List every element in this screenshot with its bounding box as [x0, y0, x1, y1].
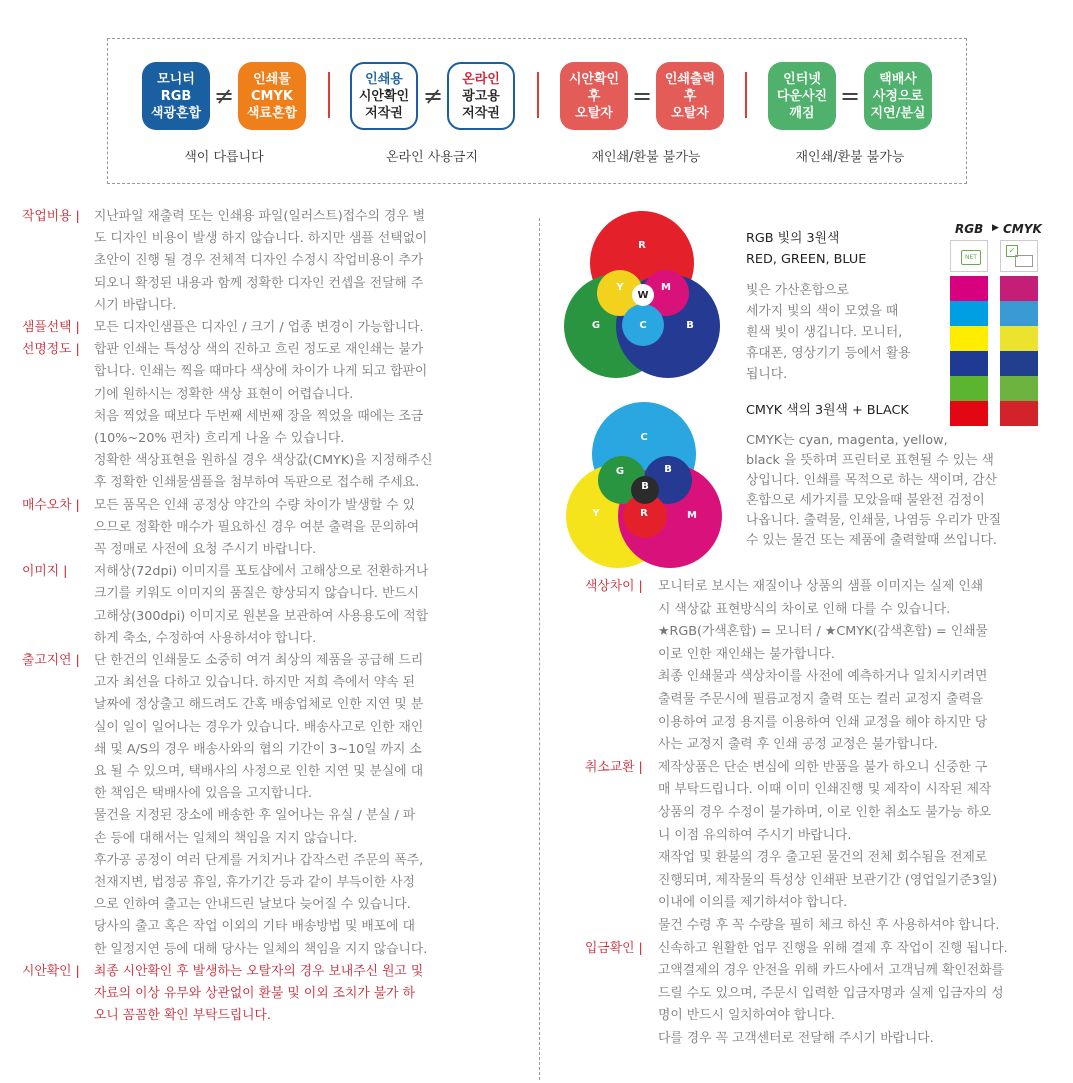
- swatch-rgb-magenta: [950, 276, 988, 301]
- internet-photo-pill: 인터넷 다운사진 깨짐: [768, 62, 836, 130]
- cmyk-desc: 상입니다. 인쇄를 목적으로 하는 색이며, 감산: [746, 473, 997, 488]
- left-row-text: 고해상(300dpi) 이미지로 원본을 보관하여 사용용도에 적합: [94, 608, 429, 624]
- swatch-header-rgb: RGB: [955, 222, 984, 236]
- cmyk-desc: black 을 뜻하며 프린터로 표현될 수 있는 색: [746, 453, 994, 468]
- left-row-text: 합니다. 인쇄는 찍을 때마다 색상에 차이가 나게 되고 합판이: [94, 364, 428, 380]
- left-row-text: 기에 원하시는 정확한 색상 표현이 어렵습니다.: [94, 386, 354, 402]
- left-row-label: 샘플선택 |: [22, 320, 80, 335]
- group-caption: 재인쇄/환불 불가능: [591, 150, 701, 165]
- right-row-text: 제작상품은 단순 변심에 의한 반품을 불가 하오니 신중한 구: [658, 759, 988, 775]
- right-row-text: 이용하여 교정 용지를 이용하여 인쇄 교정을 해야 하지만 당: [658, 714, 988, 730]
- cmyk-label-r: R: [640, 508, 648, 519]
- cmyk-title: CMYK 색의 3원색 + BLACK: [746, 403, 909, 418]
- swatch-cmyk-green: [1000, 376, 1038, 401]
- left-row-text: 물건을 지정된 장소에 배송한 후 일어나는 유실 / 분실 / 파: [94, 808, 416, 824]
- left-row-text: 저해상(72dpi) 이미지를 포토샵에서 고해상으로 전환하거나: [94, 564, 429, 580]
- equal-sign: =: [839, 82, 861, 110]
- left-row-text: 처음 찍었을 때보다 두번째 세번째 장을 찍었을 때에는 조금: [94, 408, 424, 424]
- right-row-text: ★RGB(가색혼합) = 모니터 / ★CMYK(감색혼합) = 인쇄물: [658, 624, 988, 640]
- swatch-cmyk-magenta: [1000, 276, 1038, 301]
- swatch-rgb-red: [950, 401, 988, 426]
- left-row-text: 쇄 및 A/S의 경우 배송사와의 협의 기간이 3~10일 까지 소: [94, 741, 422, 757]
- left-row-text: 최종 시안확인 후 발생하는 오탈자의 경우 보내주신 원고 및: [94, 963, 424, 979]
- left-row-text: 모든 디자인샘플은 디자인 / 크기 / 업종 변경이 가능합니다.: [94, 320, 424, 335]
- left-row-text: 한 일정지연 등에 대해 당사는 일체의 책임을 지지 않습니다.: [94, 941, 428, 957]
- cmyk-label-b: B: [664, 464, 672, 475]
- swatch-rgb-cyan: [950, 301, 988, 326]
- left-row-text: 지난파일 재출력 또는 인쇄용 파일(일러스트)접수의 경우 별: [94, 209, 426, 224]
- right-row-text: 최종 인쇄물과 색상차이를 사전에 예측하거나 일치시키려면: [658, 669, 988, 685]
- not-equal-sign: ≠: [213, 82, 235, 110]
- rgb-label-b: B: [686, 320, 694, 331]
- cmyk-label-m: M: [687, 510, 697, 521]
- rgb-desc: 휴대폰, 영상기기 등에서 활용: [746, 346, 911, 361]
- swatch-rgb-blue: [950, 351, 988, 376]
- right-row-text: 드릴 수도 있으며, 주문시 입력한 입금자명과 실제 입금자의 성: [658, 985, 1004, 1001]
- right-row-text: 상품의 경우 수정이 불가하며, 이로 인한 취소도 불가능 하오: [658, 805, 992, 820]
- print-copyright-pill: 인쇄용 시안확인 저작권: [350, 62, 418, 130]
- right-row-text: 신속하고 원활한 업무 진행을 위해 결제 후 작업이 진행 됩니다.: [658, 940, 1008, 956]
- left-row-text: 당사의 출고 혹은 작업 이외의 기타 배송방법 및 배포에 대: [94, 919, 415, 935]
- left-row-text: 합판 인쇄는 특성상 색의 진하고 흐린 정도로 재인쇄는 불가: [94, 342, 424, 358]
- divider: [537, 72, 539, 118]
- right-row-text: 사는 교정지 출력 후 인쇄 공정 교정은 불가합니다.: [658, 737, 938, 753]
- left-row-text: 후가공 공정이 여러 단계를 거치거나 갑작스런 주문의 폭주,: [94, 852, 424, 868]
- left-row-text: 자료의 이상 유무와 상관없이 환불 및 이외 조치가 불가 하: [94, 986, 415, 1001]
- right-row-text: 시 색상값 표현방식의 차이로 인해 다를 수 있습니다.: [658, 601, 951, 617]
- rgb-desc: 됩니다.: [746, 367, 788, 382]
- right-row-text: 진행되며, 제작물의 특성상 인쇄판 보관기간 (영업일기준3일): [658, 872, 998, 888]
- rgb-label-g: G: [591, 320, 601, 331]
- cmyk-label-y: Y: [592, 508, 600, 519]
- cmyk-desc: 수 있는 물건 또는 제품에 출력할때 쓰입니다.: [746, 533, 997, 548]
- swatch-cmyk-yellow: [1000, 326, 1038, 351]
- left-row-text: 한 책임은 택배사에 있음을 고지합니다.: [94, 786, 313, 802]
- delivery-delay-pill: 택배사 사정으로 지연/분실: [864, 62, 932, 130]
- left-row-text: 하게 축소, 수정하여 사용하셔야 합니다.: [94, 630, 317, 646]
- left-row-text: 후 정확한 인쇄물샘플을 첨부하여 독판으로 접수해 주세요.: [94, 475, 420, 491]
- swatch-cmyk-red: [1000, 401, 1038, 426]
- left-row-text: 꼭 정매로 사전에 요청 주시기 바랍니다.: [94, 542, 317, 557]
- printer-icon: ✓: [1000, 240, 1038, 272]
- monitor-icon: NET: [950, 240, 988, 272]
- left-row-label: 이미지 |: [22, 564, 68, 580]
- cmyk-label-c: C: [640, 432, 648, 443]
- left-row-text: 도 디자인 비용이 발생 하지 않습니다. 하지만 샘플 선택없이: [94, 231, 428, 247]
- rgb-title: RGB 빛의 3원색: [746, 231, 840, 246]
- left-row-text: 날짜에 정상출고 해드려도 간혹 배송업체로 인한 지연 및 분: [94, 697, 424, 713]
- online-copyright-pill: 온라인 광고용 저작권: [447, 62, 515, 130]
- right-row-label: 입금확인 |: [585, 940, 643, 956]
- group-caption: 색이 다릅니다: [184, 150, 264, 165]
- right-row-text: 이로 인한 재인쇄는 불가합니다.: [658, 646, 835, 662]
- left-row-text: (10%~20% 편차) 흐리게 나올 수 있습니다.: [94, 431, 345, 446]
- rgb-subtitle: RED, GREEN, BLUE: [746, 252, 867, 267]
- rgb-label-r: R: [638, 240, 646, 251]
- right-row-text: 고액결제의 경우 안전을 위해 카드사에서 고객님께 확인전화를: [658, 963, 1004, 979]
- rgb-label-y: Y: [616, 282, 624, 293]
- left-row-text: 실이 일이 일어나는 경우가 있습니다. 배송사고로 인한 재인: [94, 719, 424, 735]
- not-equal-sign: ≠: [422, 82, 444, 110]
- right-row-text: 다를 경우 꼭 고객센터로 전달해 주시기 바랍니다.: [658, 1031, 934, 1046]
- left-row-text: 고자 최선을 다하고 있습니다. 하지만 저희 측에서 약속 된: [94, 675, 415, 691]
- divider: [328, 72, 330, 118]
- cmyk-desc: 혼합으로 세가지를 모았을때 불완전 검정이: [746, 493, 985, 508]
- right-row-text: 출력물 주문시에 필름교정지 출력 또는 컬러 교정지 출력을: [658, 692, 984, 707]
- rgb-desc: 빛은 가산혼합으로: [746, 283, 849, 298]
- cmyk-desc: 나옵니다. 출력물, 인쇄물, 나염등 우리가 만질: [746, 513, 1002, 528]
- rgb-desc: 세가지 빛의 색이 모였을 때: [746, 304, 899, 319]
- swatch-cmyk-cyan: [1000, 301, 1038, 326]
- left-row-text: 모든 품목은 인쇄 공정상 약간의 수량 차이가 발생할 수 있: [94, 497, 415, 513]
- rgb-label-m: M: [661, 282, 671, 293]
- rgb-label-c: C: [639, 320, 647, 331]
- equal-sign: =: [631, 82, 653, 110]
- right-row-text: 명이 반드시 일치하여야 합니다.: [658, 1008, 835, 1024]
- rgb-desc: 흰색 빛이 생깁니다. 모니터,: [746, 325, 903, 340]
- left-row-text: 되오니 확정된 내용과 함께 정확한 디자인 컨셉을 전달해 주: [94, 275, 424, 291]
- right-row-text: 물건 수령 후 꼭 수량을 필히 체크 하신 후 사용하셔야 합니다.: [658, 918, 1000, 933]
- left-row-text: 단 한건의 인쇄물도 소중히 여겨 최상의 제품을 공급해 드리: [94, 653, 424, 668]
- left-row-label: 매수오차 |: [22, 497, 80, 513]
- right-row-text: 이내에 이의를 제기하셔야 합니다.: [658, 895, 848, 911]
- swatch-header-cmyk: CMYK: [1003, 222, 1042, 236]
- right-row-text: 니 이점 유의하여 주시기 바랍니다.: [658, 827, 852, 843]
- arrow-right-icon: ▶: [992, 223, 999, 233]
- monitor-rgb-pill: 모니터 RGB 색광혼합: [142, 62, 210, 130]
- left-row-text: 시기 바랍니다.: [94, 297, 177, 313]
- print-cmyk-pill: 인쇄물 CMYK 색료혼합: [238, 62, 306, 130]
- rgb-label-w: W: [637, 290, 649, 301]
- swatch-rgb-green: [950, 376, 988, 401]
- right-row-text: 재작업 및 환불의 경우 출고된 물건의 전체 회수됨을 전제로: [658, 850, 988, 866]
- column-divider: [539, 218, 540, 1080]
- left-row-label: 출고지연 |: [22, 653, 80, 668]
- cmyk-label-g: G: [615, 466, 625, 477]
- proof-typo-pill: 시안확인 후 오탈자: [560, 62, 628, 130]
- right-row-label: 색상차이 |: [585, 579, 643, 594]
- left-row-text: 으므로 정확한 매수가 필요하신 경우 여분 출력을 문의하여: [94, 519, 420, 535]
- swatch-rgb-yellow: [950, 326, 988, 351]
- swatch-cmyk-blue: [1000, 351, 1038, 376]
- group-caption: 재인쇄/환불 불가능: [795, 150, 905, 165]
- left-row-text: 정확한 색상표현을 원하실 경우 색상값(CMYK)을 지정해주신: [94, 453, 433, 469]
- left-row-text: 요 될 수 있으며, 택배사의 사정으로 인한 지연 및 분실에 대: [94, 764, 424, 779]
- left-row-text: 초안이 진행 될 경우 전체적 디자인 수정시 작업비용이 추가: [94, 253, 424, 269]
- print-typo-pill: 인쇄출력 후 오탈자: [656, 62, 724, 130]
- left-row-text: 크기를 키워도 이미지의 품질은 향상되지 않습니다. 반드시: [94, 586, 420, 602]
- left-row-text: 천재지변, 법정공 휴일, 휴가기간 등과 같이 부득이한 사정: [94, 875, 415, 890]
- right-row-label: 취소교환 |: [585, 759, 643, 775]
- left-row-text: 으로 인하여 출고는 안내드린 날보다 늦어질 수 있습니다.: [94, 897, 411, 913]
- cmyk-desc: CMYK는 cyan, magenta, yellow,: [746, 433, 948, 448]
- divider: [745, 72, 747, 118]
- right-row-text: 모니터로 보시는 재질이나 상품의 샘플 이미지는 실제 인쇄: [658, 579, 984, 594]
- group-caption: 온라인 사용금지: [385, 150, 479, 165]
- right-row-text: 매 부탁드립니다. 이때 이미 인쇄진행 및 제작이 시작된 제작: [658, 782, 992, 798]
- left-row-label: 선명정도 |: [22, 342, 80, 358]
- left-row-text: 손 등에 대해서는 일체의 책임을 지지 않습니다.: [94, 830, 358, 846]
- left-row-text: 오니 꼼꼼한 확인 부탁드립니다.: [94, 1008, 271, 1024]
- cmyk-label-k: B: [641, 481, 649, 492]
- left-row-label: 시안확인 |: [22, 963, 80, 979]
- left-row-label: 작업비용 |: [22, 209, 80, 224]
